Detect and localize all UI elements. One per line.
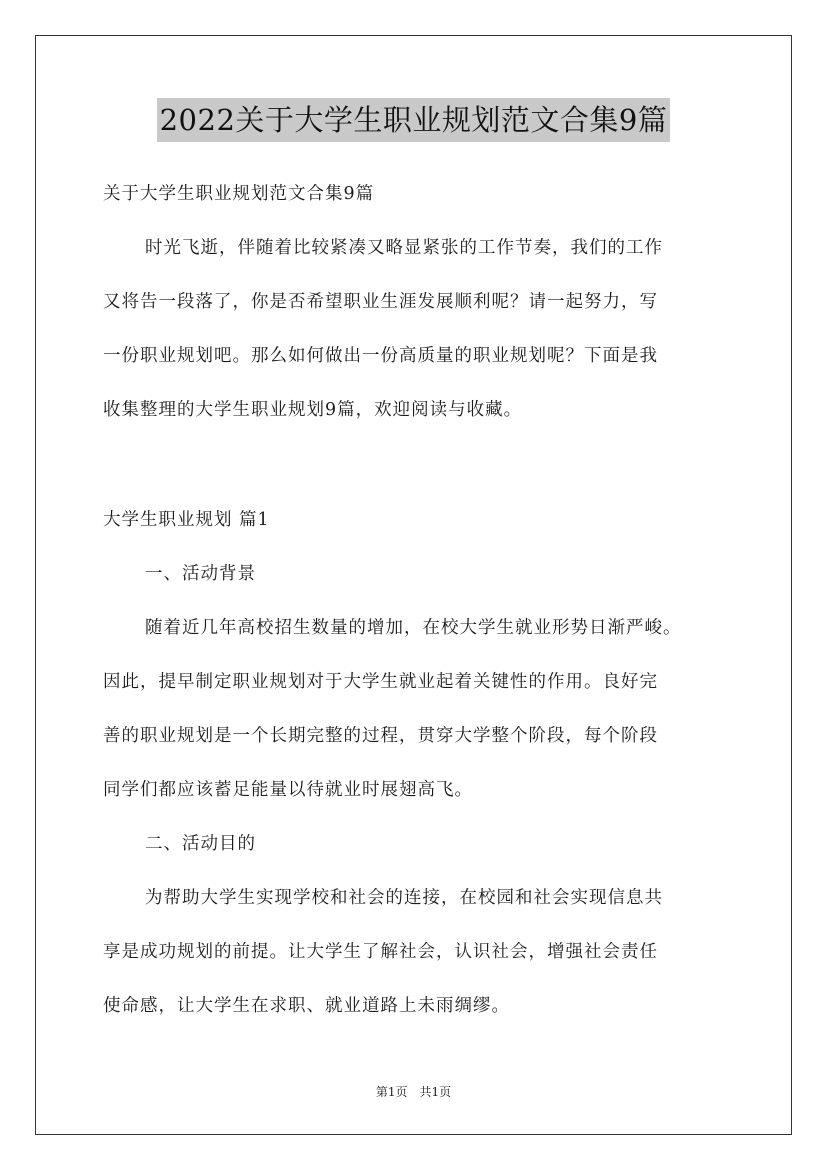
intro-line: 又将告一段落了，你是否希望职业生涯发展顺利呢？请一起努力，写 [103,292,658,312]
part2-line: 为帮助大学生实现学校和社会的连接，在校园和社会实现信息共 [145,888,663,908]
part1-line: 因此，提早制定职业规划对于大学生就业起着关键性的作用。良好完 [103,672,658,692]
part2-heading: 二、活动目的 [145,834,256,854]
part1-line: 随着近几年高校招生数量的增加，在校大学生就业形势日渐严峻。 [145,618,682,638]
part1-line: 善的职业规划是一个长期完整的过程，贯穿大学整个阶段，每个阶段 [103,726,658,746]
part2-line: 使命感，让大学生在求职、就业道路上未雨绸缪。 [103,996,510,1016]
part1-heading: 一、活动背景 [145,564,256,584]
document-subtitle: 关于大学生职业规划范文合集9篇 [103,184,375,204]
title-container [0,98,827,142]
page-footer: 第1页 共1页 [375,1085,452,1099]
section-heading: 大学生职业规划 篇1 [103,510,270,530]
intro-line: 时光飞逝，伴随着比较紧凑又略显紧张的工作节奏，我们的工作 [145,238,663,258]
part2-line: 享是成功规划的前提。让大学生了解社会，认识社会，增强社会责任 [103,942,658,962]
part1-line: 同学们都应该蓄足能量以待就业时展翅高飞。 [103,780,473,800]
intro-line: 收集整理的大学生职业规划9篇，欢迎阅读与收藏。 [103,400,523,420]
document-title: 2022关于大学生职业规划范文合集9篇 [157,98,671,142]
intro-line: 一份职业规划吧。那么如何做出一份高质量的职业规划呢？下面是我 [103,346,658,366]
